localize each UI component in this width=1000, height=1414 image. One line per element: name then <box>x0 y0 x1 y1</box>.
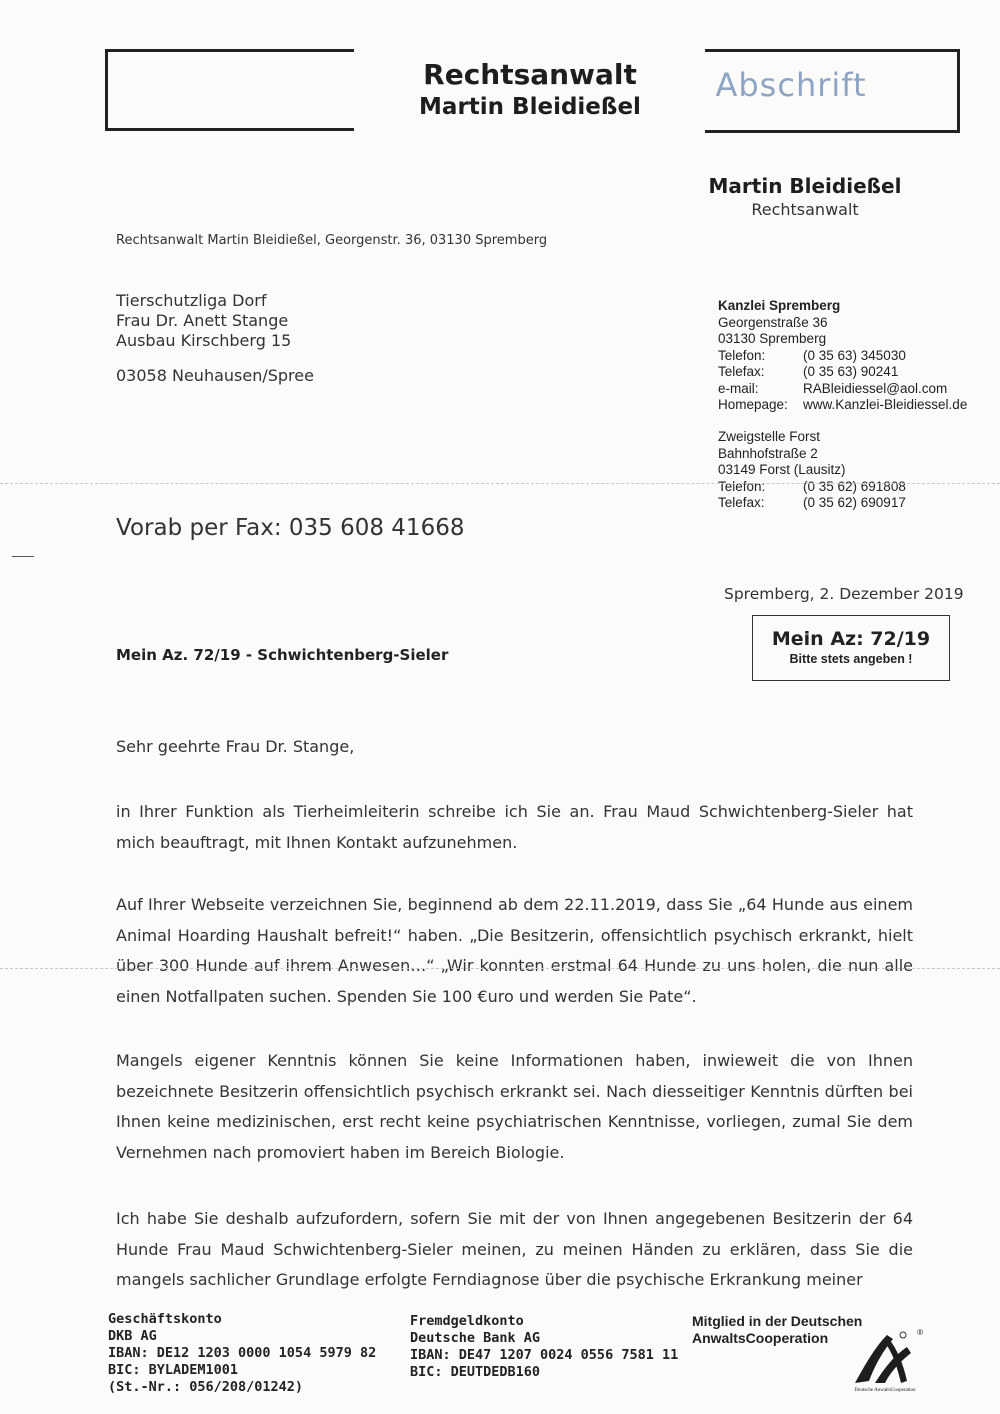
recipient-city: 03058 Neuhausen/Spree <box>116 366 314 385</box>
reference-line: Mein Az. 72/19 - Schwichtenberg-Sieler <box>116 646 449 664</box>
zweigstelle-row-phone <box>718 479 906 496</box>
recipient-address <box>116 291 314 386</box>
zweigstelle-label: Telefax: <box>718 495 765 510</box>
footer-fremdgeld-line4: BIC: DEUTDEDB160 <box>410 1364 541 1380</box>
footer-geschaeft-line1: Geschäftskonto <box>108 1311 222 1327</box>
letter-date: Spremberg, 2. Dezember 2019 <box>724 585 964 603</box>
footer-geschaeft-line5: (St.-Nr.: 056/208/01242) <box>108 1379 304 1395</box>
side-header <box>690 174 920 219</box>
svg-text:®: ® <box>917 1328 923 1337</box>
letterhead-title-line2: Martin Bleidießel <box>419 94 641 120</box>
kanzlei-contact-table <box>718 348 967 414</box>
body-paragraph-1: in Ihrer Funktion als Tierheimleiterin schreibe ich Sie an. Frau Maud Schwichtenberg-Sieler hat mich beauftragt, mit Ihnen Kontakt aufzunehmen. <box>116 802 913 852</box>
kanzlei-heading: Kanzlei Spremberg <box>718 298 841 313</box>
kanzlei-row-email <box>718 381 967 398</box>
anwaltscooperation-logo <box>845 1325 925 1393</box>
fold-line-upper <box>0 483 1000 485</box>
kanzlei-contact-block <box>718 298 967 414</box>
letterhead-title-line1: Rechtsanwalt <box>423 58 637 91</box>
kanzlei-street: Georgenstraße 36 <box>718 314 828 330</box>
recipient-line3: Ausbau Kirschberg 15 <box>116 331 292 350</box>
kanzlei-row-homepage <box>718 397 967 414</box>
zweigstelle-street: Bahnhofstraße 2 <box>718 445 818 461</box>
svg-text:Deutsche AnwaltsCooperation: Deutsche AnwaltsCooperation <box>854 1388 916 1393</box>
fold-line-lower <box>0 968 1000 970</box>
body-paragraph-2: Auf Ihrer Webseite verzeichnen Sie, beginnend ab dem 22.11.2019, dass Sie „64 Hunde aus einem Animal Hoarding Haushalt befreit!“ haben. „Die Besitzerin, offensichtlich psychisch erkrankt, hielt über 300 Hunde auf ihrem Anwesen…“ „Wir konnten erstmal 64 Hunde zu uns holen, die nun alle einen Notfallpaten suchen. Spenden Sie 100 €uro und werden Sie Pate“. <box>116 895 913 1007</box>
kanzlei-label: Telefon: <box>718 347 766 363</box>
zweigstelle-heading: Zweigstelle Forst <box>718 429 821 444</box>
zweigstelle-contact-block <box>718 429 906 512</box>
margin-mark <box>12 556 34 557</box>
sender-line: Rechtsanwalt Martin Bleidießel, Georgenstr. 36, 03130 Spremberg <box>116 233 548 248</box>
footer-fremdgeld-line2: Deutsche Bank AG <box>410 1330 541 1346</box>
footer-mitglied-line2: AnwaltsCooperation <box>692 1330 829 1346</box>
kanzlei-label: Telefax: <box>718 364 765 379</box>
body-paragraph-3: Mangels eigener Kenntnis können Sie keine Informationen haben, inwieweit die von Ihnen bezeichnete Besitzerin offensichtlich psychisch erkrankt sei. Nach diesseitiger Kenntnis dürften bei Ihnen keine medizinischen, erst recht keine psychiatrischen Kenntnisse, vorliegen, zumal Sie dem Vernehmen nach promoviert haben im Bereich Biologie. <box>116 1051 913 1163</box>
reference-box-main: Mein Az: 72/19 <box>771 628 931 650</box>
kanzlei-value: (0 35 63) 90241 <box>803 364 899 379</box>
abschrift-stamp: Abschrift <box>715 66 867 104</box>
letterhead-title <box>400 58 660 122</box>
kanzlei-value: www.Kanzlei-Bleidiessel.de <box>803 397 968 412</box>
footer-fremdgeldkonto <box>410 1313 678 1381</box>
letterhead-frame-left <box>105 49 354 131</box>
kanzlei-label: e-mail: <box>718 380 759 396</box>
side-header-title: Rechtsanwalt <box>751 200 859 219</box>
footer-mitglied-line1: Mitglied in der Deutschen <box>692 1313 863 1329</box>
side-header-name: Martin Bleidießel <box>708 174 902 198</box>
zweigstelle-value: (0 35 62) 690917 <box>803 495 906 510</box>
zweigstelle-city: 03149 Forst (Lausitz) <box>718 462 846 477</box>
footer-fremdgeld-line1: Fremdgeldkonto <box>410 1313 524 1329</box>
zweigstelle-row-fax <box>718 495 906 512</box>
reference-box-note: Bitte stets angeben ! <box>789 652 913 666</box>
footer-fremdgeld-line3: IBAN: DE47 1207 0024 0556 7581 11 <box>410 1347 679 1363</box>
body-paragraph-4: Ich habe Sie deshalb aufzufordern, sofern Sie mit der von Ihnen angegebenen Besitzerin der 64 Hunde Frau Maud Schwichtenberg-Sieler meinen, zu meinen Händen zu erklären, dass Sie die mangels sachlicher Grundlage erfolgte Ferndiagnose über die psychische Erkrankung meiner <box>116 1209 913 1290</box>
recipient-line2: Frau Dr. Anett Stange <box>116 311 289 330</box>
kanzlei-row-phone <box>718 348 967 365</box>
recipient-line1: Tierschutzliga Dorf <box>116 291 267 310</box>
kanzlei-row-fax <box>718 364 967 381</box>
zweigstelle-value: (0 35 62) 691808 <box>803 478 906 494</box>
reference-box <box>752 615 950 681</box>
kanzlei-city: 03130 Spremberg <box>718 331 827 346</box>
kanzlei-value: (0 35 63) 345030 <box>803 347 906 363</box>
zweigstelle-label: Telefon: <box>718 478 766 494</box>
salutation: Sehr geehrte Frau Dr. Stange, <box>116 737 355 756</box>
footer-geschaeft-line4: BIC: BYLADEM1001 <box>108 1362 239 1378</box>
footer-geschaeftskonto <box>108 1311 376 1396</box>
footer-geschaeft-line3: IBAN: DE12 1203 0000 1054 5979 82 <box>108 1345 377 1361</box>
kanzlei-value: RABleidiessel@aol.com <box>803 380 948 396</box>
footer-geschaeft-line2: DKB AG <box>108 1328 157 1344</box>
footer-mitglied <box>692 1313 862 1347</box>
kanzlei-label: Homepage: <box>718 397 788 412</box>
fax-notice: Vorab per Fax: 035 608 41668 <box>116 515 465 541</box>
